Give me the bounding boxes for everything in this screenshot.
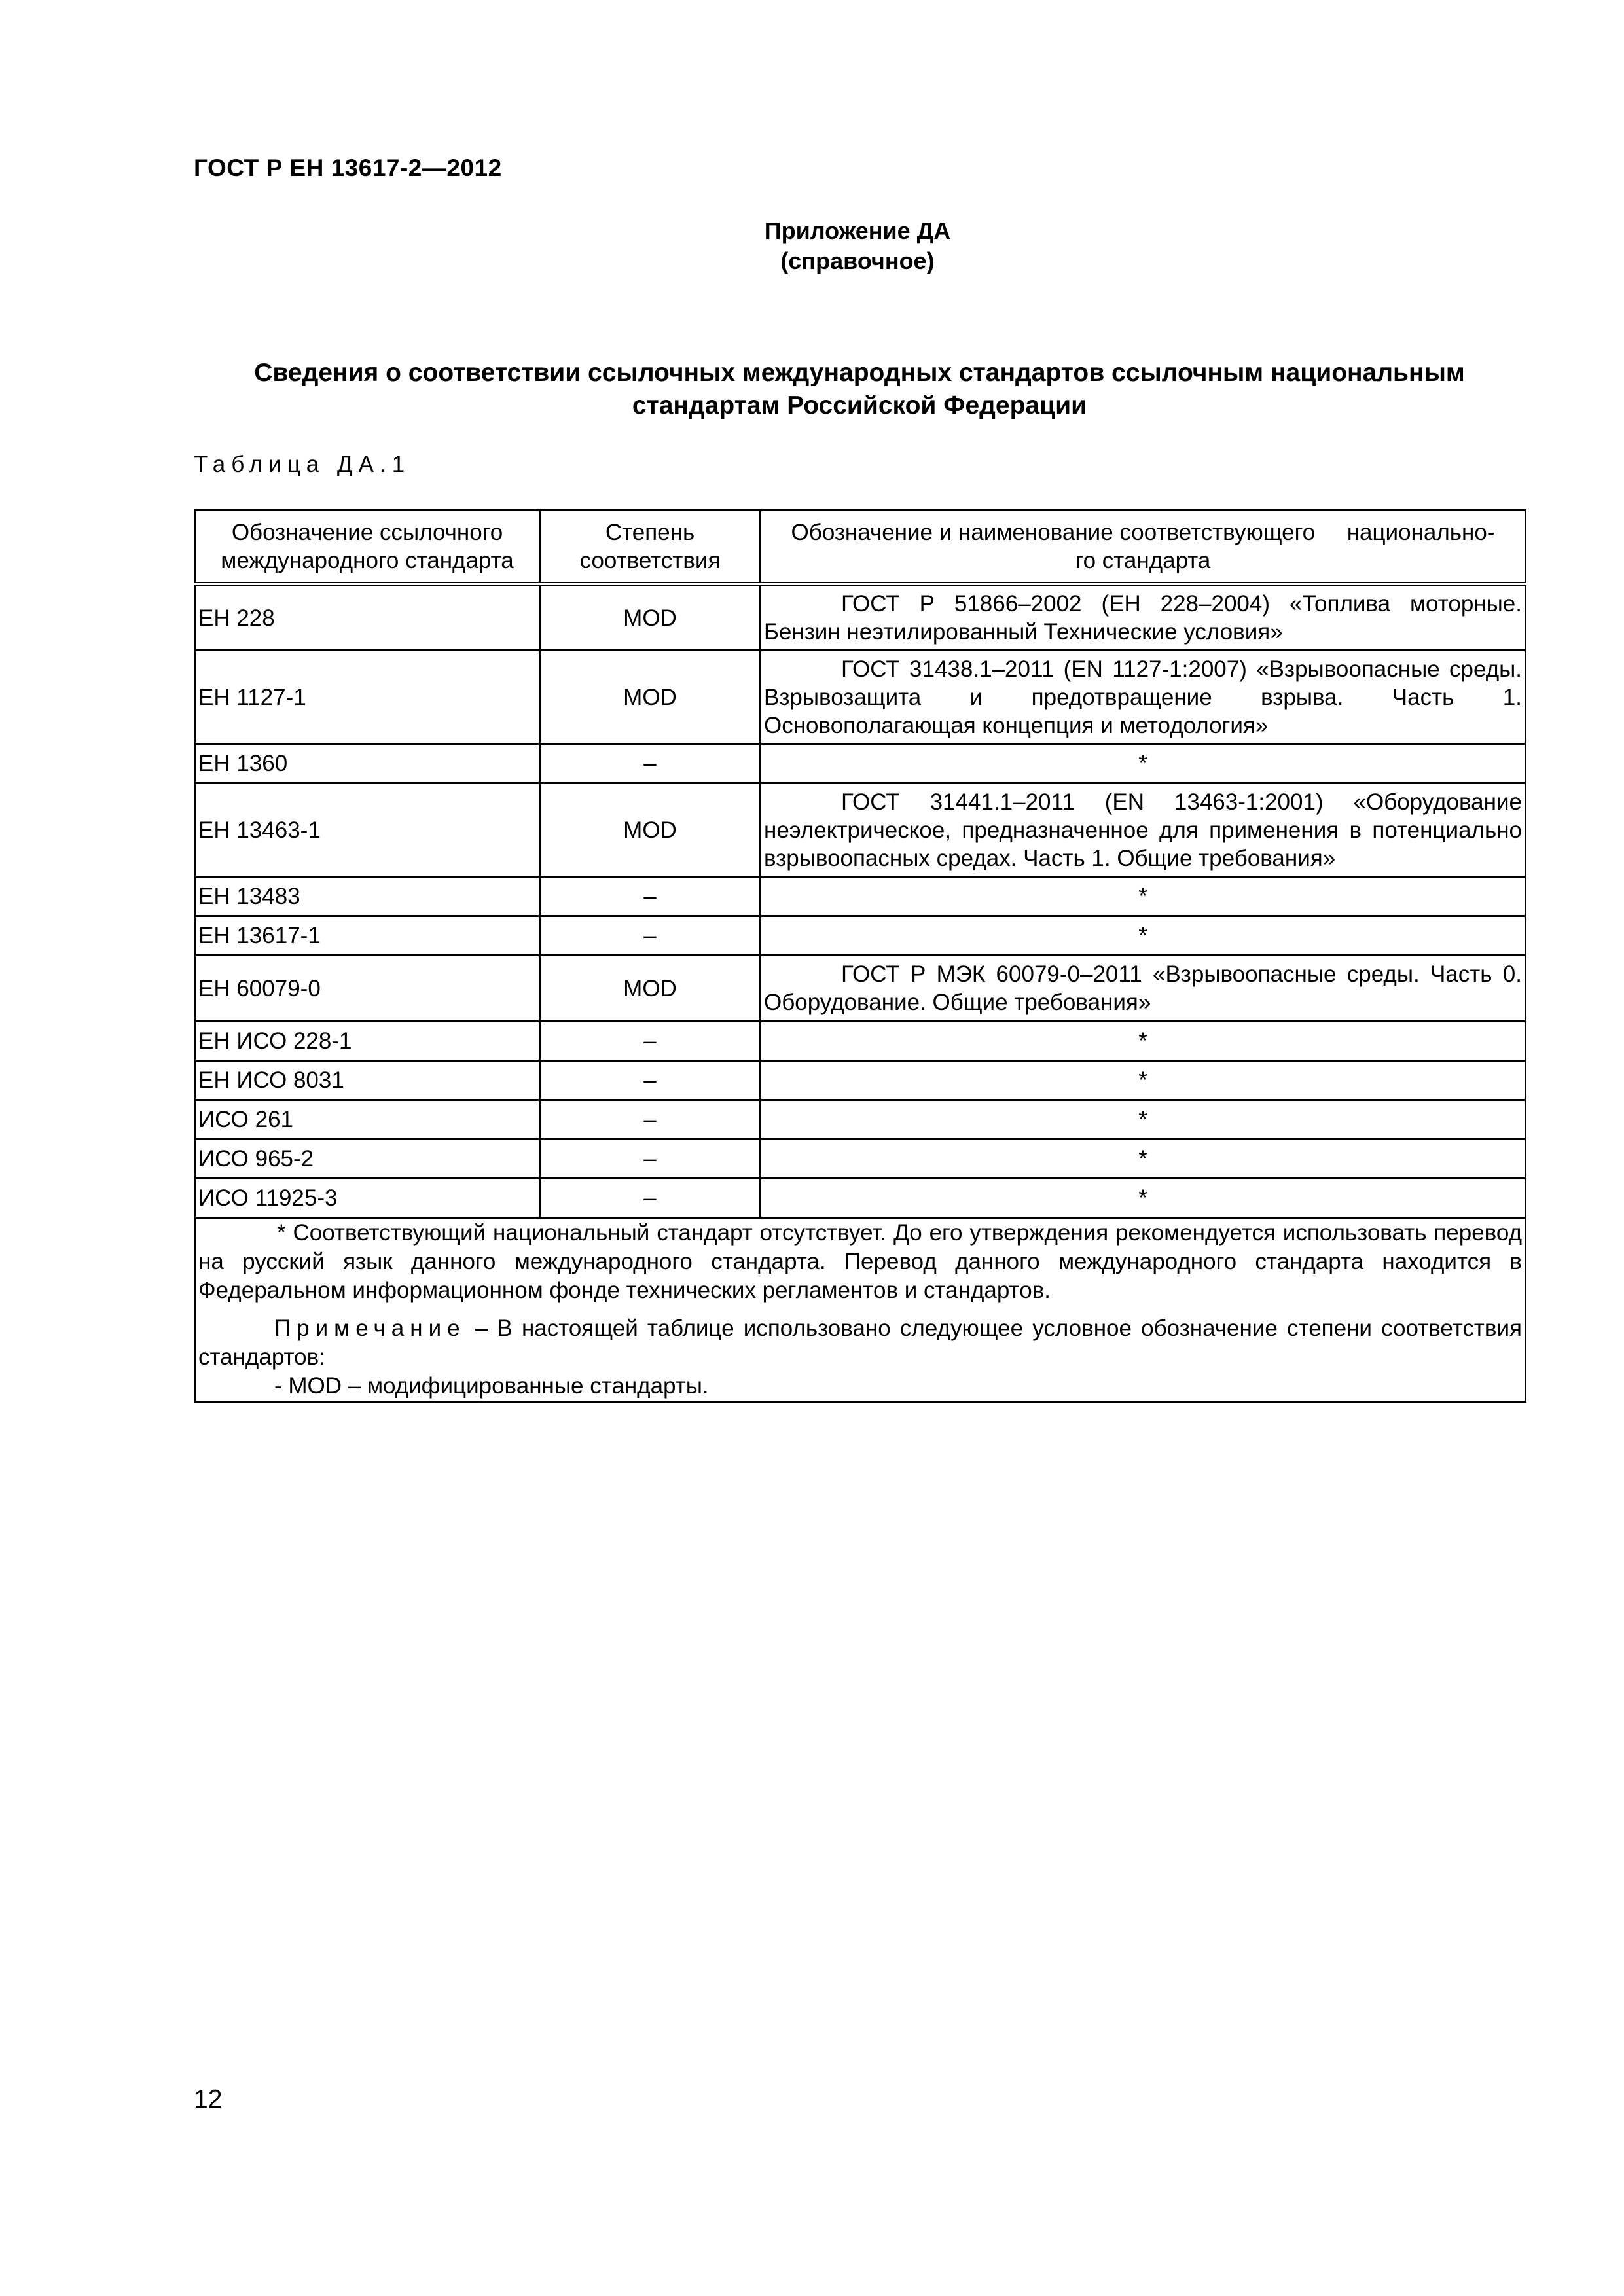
cell-degree: MOD: [540, 584, 761, 651]
cell-national: [761, 584, 1526, 651]
cell-degree: –: [540, 1100, 761, 1139]
page-number: 12: [194, 2085, 223, 2113]
cell-code: ИСО 965-2: [195, 1139, 540, 1179]
header-col1-line2: международного стандарта: [221, 548, 514, 573]
header-degree: [540, 511, 761, 584]
cell-degree: –: [540, 744, 761, 783]
note-item-text: - MOD – модифицированные стандарты.: [274, 1373, 709, 1399]
cell-national: *: [761, 744, 1526, 783]
appendix-subtitle: (справочное): [780, 247, 935, 274]
cell-degree: MOD: [540, 783, 761, 877]
header-col2-line2: соответствия: [579, 548, 721, 573]
cell-degree: MOD: [540, 956, 761, 1022]
note-label: Примечание: [274, 1316, 466, 1341]
footnote-text: [198, 1219, 1522, 1305]
standards-table: [194, 509, 1526, 1403]
table-header-row: [195, 511, 1526, 584]
cell-code: ЕН ИСО 228-1: [195, 1022, 540, 1061]
footnote-body: * Соответствующий национальный стандарт отсутствует. До его утверждения рекомендуется использовать перевод на русский язык данного международного стандарта. Перевод данного международного стандарта находится в Федеральном информационном фонде технических регламентов и стандартов.: [198, 1220, 1522, 1303]
header-col1-line1: Обозначение ссылочного: [231, 520, 503, 545]
cell-national-text: ГОСТ Р 51866–2002 (ЕН 228–2004) «Топлива моторные. Бензин неэтилированный Технические условия»: [764, 591, 1522, 645]
table-row: [195, 1061, 1526, 1100]
table-row: [195, 783, 1526, 877]
cell-national-text: ГОСТ Р МЭК 60079-0–2011 «Взрывоопасные среды. Часть 0. Оборудование. Общие требования»: [764, 961, 1522, 1015]
header-international-standard: [195, 511, 540, 584]
table-row: [195, 1022, 1526, 1061]
table-row: [195, 584, 1526, 651]
cell-national: *: [761, 1100, 1526, 1139]
cell-degree: –: [540, 1179, 761, 1218]
appendix-heading: [0, 216, 1624, 276]
cell-national: [761, 783, 1526, 877]
header-col3-line2: го стандарта: [1075, 548, 1211, 573]
cell-code: ЕН 13483: [195, 877, 540, 916]
document-title: [194, 357, 1525, 422]
cell-code: ЕН 13617-1: [195, 916, 540, 956]
cell-code: ЕН 1360: [195, 744, 540, 783]
table-row: [195, 1139, 1526, 1179]
table-row: [195, 1100, 1526, 1139]
document-title-line2: стандартам Российской Федерации: [632, 391, 1087, 420]
note-paragraph: [198, 1314, 1522, 1372]
cell-degree: –: [540, 1061, 761, 1100]
cell-national: *: [761, 1139, 1526, 1179]
table-row: [195, 651, 1526, 744]
table-label: Таблица ДА.1: [194, 452, 411, 477]
table-row: [195, 916, 1526, 956]
header-national-standard: [761, 511, 1526, 584]
cell-national: *: [761, 1179, 1526, 1218]
table-row: [195, 744, 1526, 783]
cell-national: [761, 651, 1526, 744]
cell-national: *: [761, 1061, 1526, 1100]
note-text: – В настоящей таблице использовано следующее условное обозначение степени соответствия стандартов:: [198, 1316, 1522, 1370]
cell-national: *: [761, 916, 1526, 956]
cell-degree: –: [540, 1022, 761, 1061]
cell-national-text: ГОСТ 31438.1–2011 (EN 1127-1:2007) «Взрывоопасные среды. Взрывозащита и предотвращение взрыва. Часть 1. Основополагающая концепция и методология»: [764, 656, 1522, 738]
cell-degree: –: [540, 916, 761, 956]
header-col2-line1: Степень: [605, 520, 695, 545]
note-item: [198, 1372, 1522, 1401]
cell-national: [761, 956, 1526, 1022]
cell-code: ЕН 60079-0: [195, 956, 540, 1022]
table-row: [195, 956, 1526, 1022]
cell-code: ЕН 13463-1: [195, 783, 540, 877]
header-col3-line1: Обозначение и наименование соответствующего национально-: [791, 520, 1495, 545]
cell-code: ЕН 1127-1: [195, 651, 540, 744]
cell-code: ЕН 228: [195, 584, 540, 651]
cell-degree: –: [540, 877, 761, 916]
cell-degree: –: [540, 1139, 761, 1179]
table-footnote-row: [195, 1218, 1526, 1402]
table-row: [195, 1179, 1526, 1218]
cell-national-text: ГОСТ 31441.1–2011 (EN 13463-1:2001) «Оборудование неэлектрическое, предназначенное для применения в потенциально взрывоопасных средах. Часть 1. Общие требования»: [764, 789, 1522, 871]
cell-national: *: [761, 1022, 1526, 1061]
table-body: [195, 584, 1526, 1402]
cell-code: ИСО 11925-3: [195, 1179, 540, 1218]
cell-code: ИСО 261: [195, 1100, 540, 1139]
document-title-line1: Сведения о соответствии ссылочных международных стандартов ссылочным национальным: [254, 359, 1465, 387]
cell-national: *: [761, 877, 1526, 916]
table-row: [195, 877, 1526, 916]
cell-code: ЕН ИСО 8031: [195, 1061, 540, 1100]
appendix-title: Приложение ДА: [764, 217, 951, 244]
table-footnote: [195, 1218, 1526, 1402]
document-code: ГОСТ Р ЕН 13617-2—2012: [194, 154, 502, 181]
cell-degree: MOD: [540, 651, 761, 744]
